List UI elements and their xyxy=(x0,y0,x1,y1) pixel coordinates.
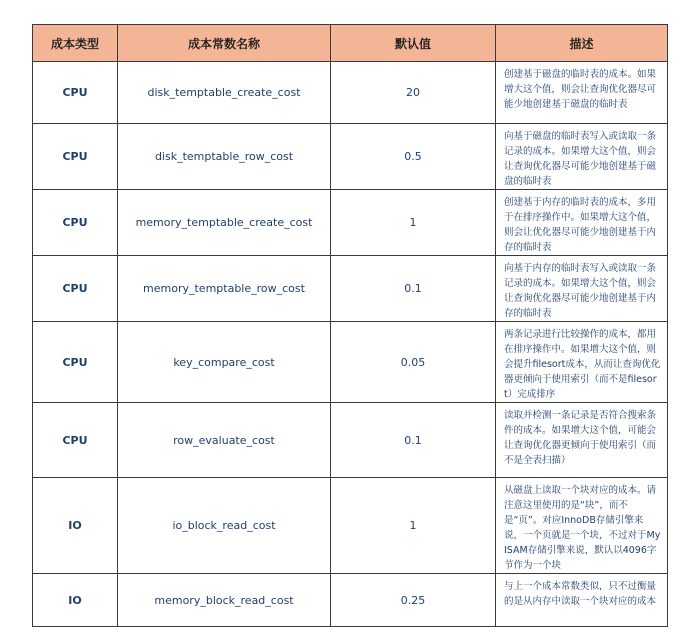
cost-type-cell: IO xyxy=(33,478,118,574)
table-row xyxy=(33,322,668,403)
cost-type-cell: CPU xyxy=(33,256,118,322)
default-value-cell: 0.25 xyxy=(331,574,496,627)
header-default-value: 默认值 xyxy=(331,25,496,62)
cost-type-cell: CPU xyxy=(33,62,118,124)
table-body xyxy=(33,62,668,627)
description-cell: 读取并检测一条记录是否符合搜索条件的成本。如果增大这个值，可能会让查询优化器更倾向于使用索引（而不是全表扫描） xyxy=(496,403,668,478)
description-cell: 向基于磁盘的临时表写入或读取一条记录的成本。如果增大这个值，则会让查询优化器尽可能少地创建基于磁盘的临时表 xyxy=(496,124,668,190)
header-cost-type: 成本类型 xyxy=(33,25,118,62)
description-cell: 创建基于内存的临时表的成本，多用于在排序操作中。如果增大这个值，则会让优化器尽可能少地创建基于内存的临时表 xyxy=(496,190,668,256)
cost-name-cell: key_compare_cost xyxy=(118,322,331,403)
cost-name-cell: memory_temptable_row_cost xyxy=(118,256,331,322)
cost-type-cell: CPU xyxy=(33,322,118,403)
cost-name-cell: disk_temptable_create_cost xyxy=(118,62,331,124)
description-cell: 两条记录进行比较操作的成本，都用在排序操作中。如果增大这个值，则会提升filesort成本，从而让查询优化器更倾向于使用索引（而不是filesort）完成排序 xyxy=(496,322,668,403)
default-value-cell: 0.1 xyxy=(331,403,496,478)
cost-name-cell: memory_block_read_cost xyxy=(118,574,331,627)
cost-name-cell: io_block_read_cost xyxy=(118,478,331,574)
default-value-cell: 20 xyxy=(331,62,496,124)
default-value-cell: 1 xyxy=(331,190,496,256)
description-cell: 创建基于磁盘的临时表的成本。如果增大这个值，则会让查询优化器尽可能少地创建基于磁盘的临时表 xyxy=(496,62,668,124)
cost-type-cell: CPU xyxy=(33,124,118,190)
default-value-cell: 0.1 xyxy=(331,256,496,322)
description-cell: 从磁盘上读取一个块对应的成本。请注意这里使用的是“块”，而不是“页”。对应InnoDB存储引擎来说，一个页就是一个块，不过对于MyISAM存储引擎来说，默认以4096字节作为一个块 xyxy=(496,478,668,574)
cost-type-cell: IO xyxy=(33,574,118,627)
table-row xyxy=(33,256,668,322)
table-row xyxy=(33,574,668,627)
cost-name-cell: row_evaluate_cost xyxy=(118,403,331,478)
cost-constants-table xyxy=(32,24,668,627)
default-value-cell: 1 xyxy=(331,478,496,574)
default-value-cell: 0.05 xyxy=(331,322,496,403)
description-cell: 向基于内存的临时表写入或读取一条记录的成本。如果增大这个值，则会让查询优化器尽可能少地创建基于内存的临时表 xyxy=(496,256,668,322)
cost-name-cell: disk_temptable_row_cost xyxy=(118,124,331,190)
header-row xyxy=(33,25,668,62)
table-row xyxy=(33,124,668,190)
table-row xyxy=(33,478,668,574)
header-cost-constant-name: 成本常数名称 xyxy=(118,25,331,62)
cost-type-cell: CPU xyxy=(33,190,118,256)
default-value-cell: 0.5 xyxy=(331,124,496,190)
cost-type-cell: CPU xyxy=(33,403,118,478)
description-cell: 与上一个成本常数类似，只不过衡量的是从内存中读取一个块对应的成本 xyxy=(496,574,668,627)
table-row xyxy=(33,403,668,478)
table-row xyxy=(33,190,668,256)
header-description: 描述 xyxy=(496,25,668,62)
cost-name-cell: memory_temptable_create_cost xyxy=(118,190,331,256)
table-header xyxy=(33,25,668,62)
table-row xyxy=(33,62,668,124)
